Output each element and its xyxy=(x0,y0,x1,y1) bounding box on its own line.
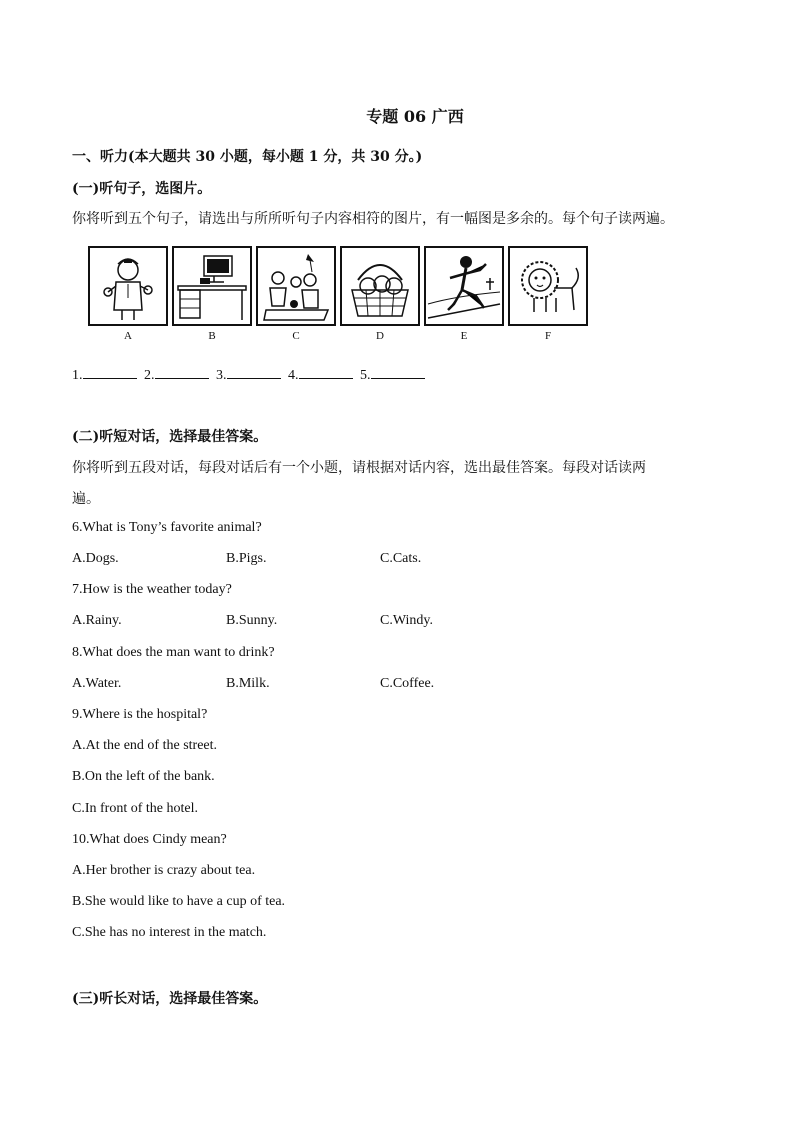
q7-option-c[interactable]: C.Windy. xyxy=(380,613,433,628)
q7-option-a[interactable]: A.Rainy. xyxy=(72,613,122,628)
answer-blank[interactable] xyxy=(83,364,137,379)
q9-option-a[interactable]: A.At the end of the street. xyxy=(72,738,218,753)
answer-blank[interactable] xyxy=(155,364,209,379)
q6-option-a[interactable]: A.Dogs. xyxy=(72,551,119,566)
question-9: 9.Where is the hospital? xyxy=(72,707,208,722)
picture-label-e: E xyxy=(460,330,468,342)
q8-option-b[interactable]: B.Milk. xyxy=(226,676,270,691)
doctor-icon xyxy=(88,246,168,326)
blank-label: 2. xyxy=(144,368,155,383)
part2-instruction: 你将听到五段对话，每段对话后有一个小题，请根据对话内容，选出最佳答案。每段对话读两 xyxy=(72,460,646,476)
q9-option-b[interactable]: B.On the left of the bank. xyxy=(72,769,215,784)
q6-option-c[interactable]: C.Cats. xyxy=(380,551,422,566)
blank-label: 1. xyxy=(72,368,83,383)
blank-label: 5. xyxy=(360,368,371,383)
section-heading: 一、听力(本大题共 30 小题，每小题 1 分，共 30 分。) xyxy=(72,149,423,165)
picnic-icon xyxy=(256,246,336,326)
question-7: 7.How is the weather today? xyxy=(72,582,232,597)
blank-label: 4. xyxy=(288,368,299,383)
picture-label-a: A xyxy=(124,330,132,342)
part1-instruction: 你将听到五个句子，请选出与所所听句子内容相符的图片，有一幅图是多余的。每个句子读两遍。 xyxy=(72,211,674,227)
question-10: 10.What does Cindy mean? xyxy=(72,832,227,847)
part1-heading: (一)听句子，选图片。 xyxy=(72,181,212,197)
picture-label-d: D xyxy=(376,330,384,342)
picture-row xyxy=(88,246,588,346)
q10-option-c[interactable]: C.She has no interest in the match. xyxy=(72,925,267,940)
answer-blank[interactable] xyxy=(299,364,353,379)
page-title: 专题 06 广西 xyxy=(366,107,464,126)
apple-basket-icon xyxy=(340,246,420,326)
q10-option-b[interactable]: B.She would like to have a cup of tea. xyxy=(72,894,286,909)
blank-label: 3. xyxy=(216,368,227,383)
picture-label-c: C xyxy=(292,330,300,342)
q8-option-a[interactable]: A.Water. xyxy=(72,676,122,691)
picture-label-b: B xyxy=(208,330,216,342)
question-6: 6.What is Tony’s favorite animal? xyxy=(72,520,262,535)
desk-computer-icon xyxy=(172,246,252,326)
answer-blank[interactable] xyxy=(227,364,281,379)
part2-heading: (二)听短对话，选择最佳答案。 xyxy=(72,429,268,445)
picture-label-f: F xyxy=(544,330,552,342)
runner-icon xyxy=(424,246,504,326)
q8-option-c[interactable]: C.Coffee. xyxy=(380,676,435,691)
q7-option-b[interactable]: B.Sunny. xyxy=(226,613,278,628)
q6-option-b[interactable]: B.Pigs. xyxy=(226,551,267,566)
answer-blank[interactable] xyxy=(371,364,425,379)
lion-icon xyxy=(508,246,588,326)
q9-option-c[interactable]: C.In front of the hotel. xyxy=(72,801,198,816)
part3-heading: (三)听长对话，选择最佳答案。 xyxy=(72,991,268,1007)
answer-blanks xyxy=(72,364,429,384)
q10-option-a[interactable]: A.Her brother is crazy about tea. xyxy=(72,863,256,878)
part2-instruction-cont: 遍。 xyxy=(72,491,100,507)
question-8: 8.What does the man want to drink? xyxy=(72,645,275,660)
